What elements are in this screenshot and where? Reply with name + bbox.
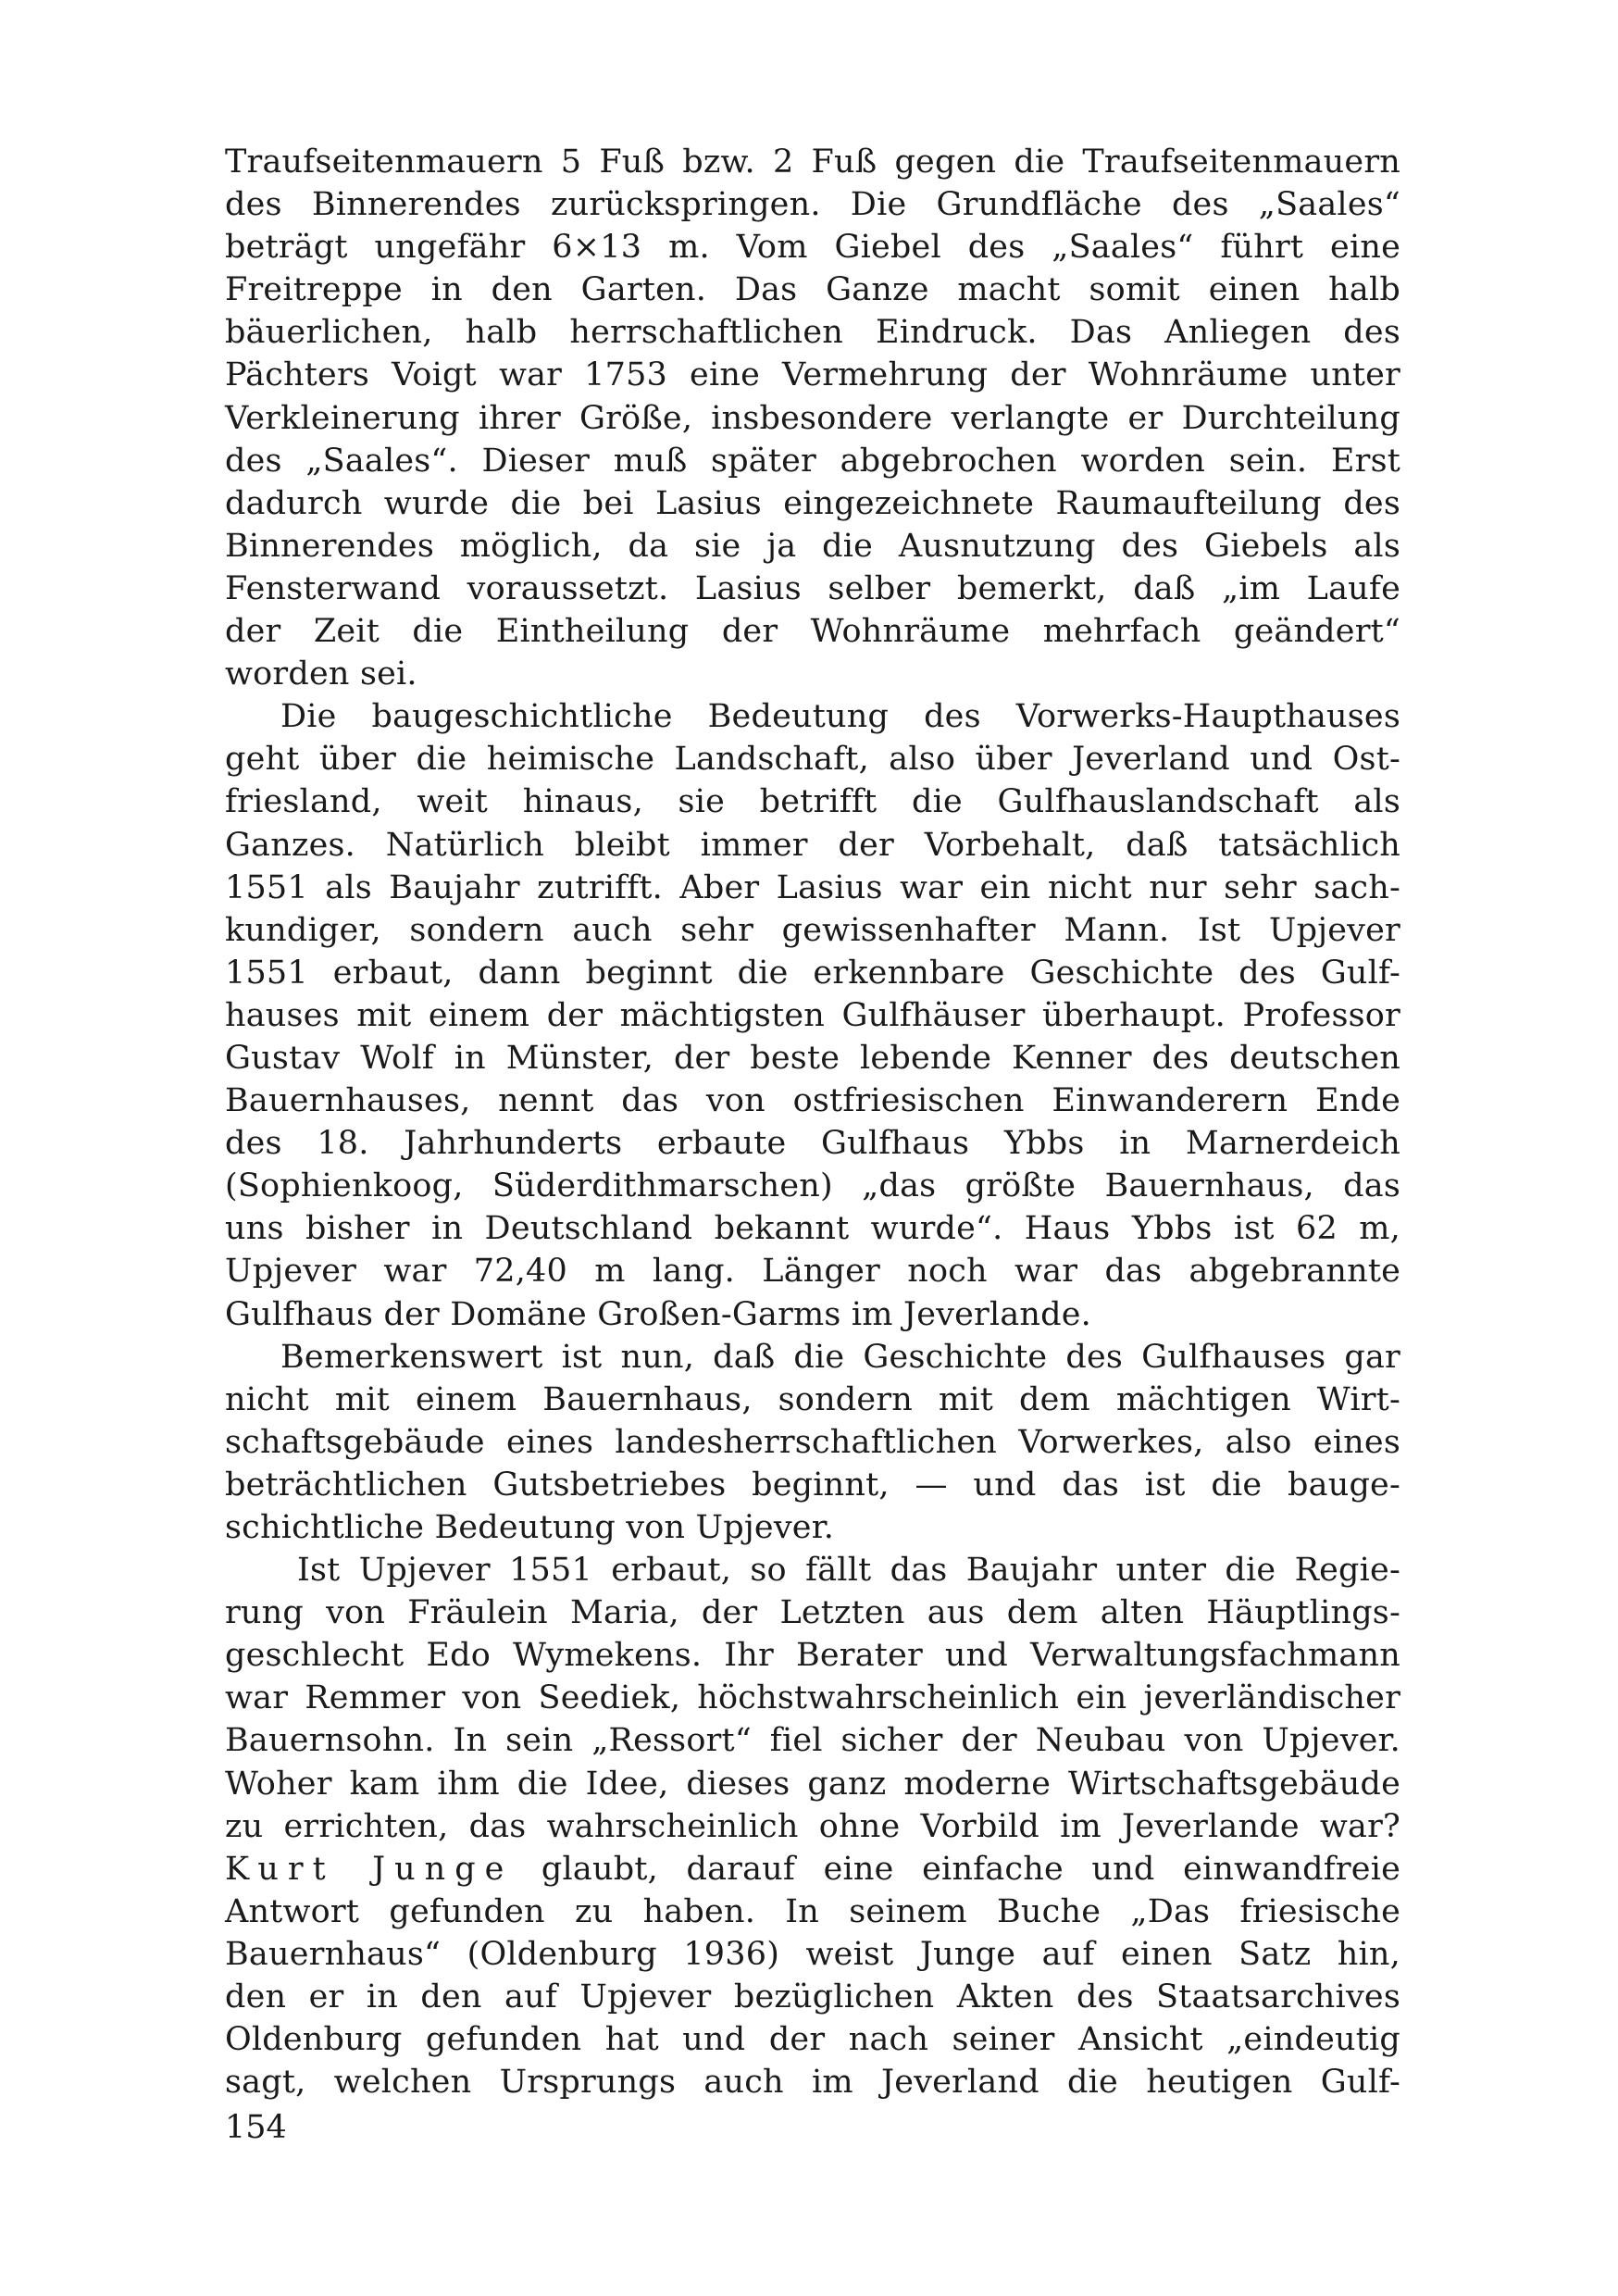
page-number: 154: [225, 2109, 287, 2146]
text-line: schaftsgebäude eines landesherrschaftlichen Vorwerkes, also eines: [225, 1423, 1400, 1461]
text-line: bäuerlichen, halb herrschaftlichen Eindruck. Das Anliegen des: [225, 314, 1400, 352]
text-line: uns bisher in Deutschland bekannt wurde“. Haus Ybbs ist 62 m,: [225, 1210, 1400, 1248]
text-line-with-spaced-name: [225, 1848, 1400, 1890]
text-line: kundiger, sondern auch sehr gewissenhafter Mann. Ist Upjever: [225, 911, 1400, 949]
text-line: Gustav Wolf in Münster, der beste lebende Kenner des deutschen: [225, 1039, 1400, 1077]
text-line: 1551 als Baujahr zutrifft. Aber Lasius war ein nicht nur sehr sach-: [225, 868, 1400, 906]
text-line: geschlecht Edo Wymekens. Ihr Berater und Verwaltungsfachmann: [225, 1637, 1400, 1675]
text-line: beträchtlichen Gutsbetriebes beginnt, — und das ist die bauge-: [225, 1466, 1400, 1504]
text-line: hauses mit einem der mächtigsten Gulfhäuser überhaupt. Professor: [225, 996, 1400, 1034]
text-line: 1551 erbaut, dann beginnt die erkennbare Geschichte des Gulf-: [225, 954, 1400, 992]
text-line: Freitreppe in den Garten. Das Ganze macht somit einen halb: [225, 271, 1400, 309]
text-line: beträgt ungefähr 6×13 m. Vom Giebel des „Saales“ führt eine: [225, 229, 1400, 267]
text-line: rung von Fräulein Maria, der Letzten aus dem alten Häuptlings-: [225, 1594, 1400, 1632]
text-line: Traufseitenmauern 5 Fuß bzw. 2 Fuß gegen die Traufseitenmauern: [225, 144, 1400, 181]
paragraph-start-line: Ist Upjever 1551 erbaut, so fällt das Baujahr unter die Regie-: [297, 1552, 1400, 1590]
text-line: Verkleinerung ihrer Größe, insbesondere verlangte er Durchteilung: [225, 399, 1400, 437]
text-line: Bauernsohn. In sein „Ressort“ fiel sicher der Neubau von Upjever.: [225, 1722, 1400, 1760]
text-line: Woher kam ihm die Idee, dieses ganz moderne Wirtschaftsgebäude: [225, 1765, 1400, 1803]
text-line: schichtliche Bedeutung von Upjever.: [225, 1509, 835, 1546]
text-line: dadurch wurde die bei Lasius eingezeichnete Raumaufteilung des: [225, 484, 1400, 522]
text-line: des „Saales“. Dieser muß später abgebrochen worden sein. Erst: [225, 442, 1400, 480]
text-line: Binnerendes möglich, da sie ja die Ausnutzung des Giebels als: [225, 527, 1400, 565]
text-line: des 18. Jahrhunderts erbaute Gulfhaus Ybbs in Marnerdeich: [225, 1125, 1400, 1163]
text-line: Fensterwand voraussetzt. Lasius selber bemerkt, daß „im Laufe: [225, 569, 1400, 607]
text-line: Gulfhaus der Domäne Großen-Garms im Jeverlande.: [225, 1295, 1091, 1333]
text-line: geht über die heimische Landschaft, also über Jeverland und Ost-: [225, 741, 1400, 779]
paragraph-start-line: Die baugeschichtliche Bedeutung des Vorwerks-Haupthauses: [280, 698, 1400, 736]
body-text: [225, 141, 1400, 2103]
text-line: worden sei.: [225, 655, 417, 693]
text-line: Ganzes. Natürlich bleibt immer der Vorbehalt, daß tatsächlich: [225, 826, 1400, 864]
text-line: (Sophienkoog, Süderdithmarschen) „das größte Bauernhaus, das: [225, 1167, 1400, 1205]
text-line: Bauernhauses, nennt das von ostfriesischen Einwanderern Ende: [225, 1082, 1400, 1120]
text-line: Bauernhaus“ (Oldenburg 1936) weist Junge auf einen Satz hin,: [225, 1935, 1400, 1973]
text-line: Oldenburg gefunden hat und der nach seiner Ansicht „eindeutig: [225, 2021, 1400, 2059]
text-line: friesland, weit hinaus, sie betrifft die Gulfhauslandschaft als: [225, 783, 1400, 821]
text-line: den er in den auf Upjever bezüglichen Akten des Staatsarchives: [225, 1978, 1400, 2016]
text-line-rest: glaubt, darauf eine einfache und einwandfreie: [541, 1850, 1401, 1888]
spaced-author-name: Kurt Junge: [225, 1850, 514, 1888]
text-line: Pächters Voigt war 1753 eine Vermehrung der Wohnräume unter: [225, 356, 1400, 394]
text-line: war Remmer von Seediek, höchstwahrscheinlich ein jeverländischer: [225, 1679, 1400, 1717]
text-line: Antwort gefunden zu haben. In seinem Buche „Das friesische: [225, 1892, 1400, 1930]
text-line: zu errichten, das wahrscheinlich ohne Vorbild im Jeverlande war?: [225, 1807, 1400, 1845]
text-line: Upjever war 72,40 m lang. Länger noch war das abgebrannte: [225, 1253, 1400, 1291]
text-line: sagt, welchen Ursprungs auch im Jeverland die heutigen Gulf-: [225, 2064, 1400, 2102]
text-line: der Zeit die Eintheilung der Wohnräume mehrfach geändert“: [225, 613, 1400, 651]
paragraph-start-line: Bemerkenswert ist nun, daß die Geschichte des Gulfhauses gar: [280, 1338, 1400, 1376]
text-line: des Binnerendes zurückspringen. Die Grundfläche des „Saales“: [225, 186, 1400, 224]
text-line: nicht mit einem Bauernhaus, sondern mit dem mächtigen Wirt-: [225, 1380, 1400, 1418]
